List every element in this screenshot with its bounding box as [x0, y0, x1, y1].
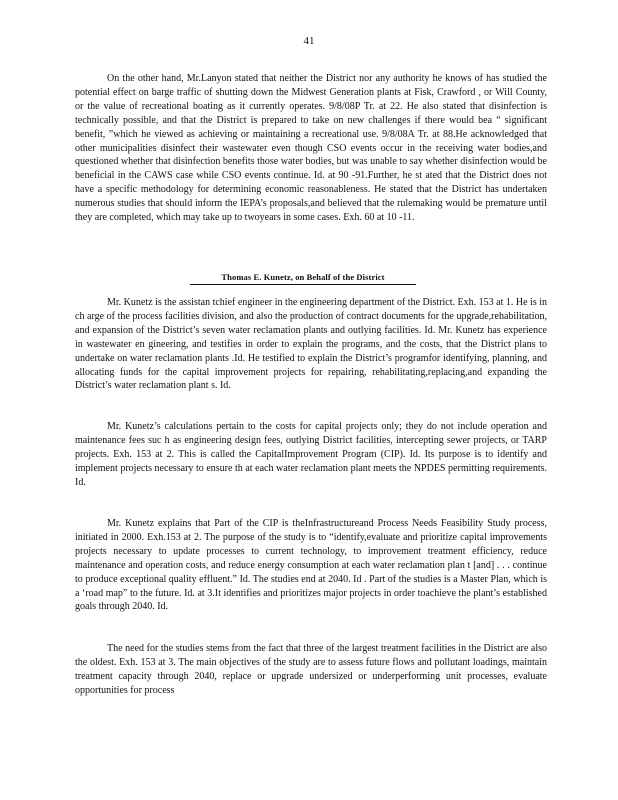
- page-number: 41: [303, 35, 315, 47]
- paragraph-kunetz-calculations: Mr. Kunetz’s calculations pertain to the costs for capital projects only; they do not include operation and maintenance fees suc h as engineering design fees, outlying District facilities, intercepting sewer projects, or TARP projects. Exh. 153 at 2. This is called the CapitalImprovement Program (CIP). Id. Its purpose is to identify and implement projects necessary to ensure th at each water reclamation plant meets the NPDES permitting requirements. Id.: [75, 421, 547, 488]
- paragraph-lanyon-testimony: On the other hand, Mr.Lanyon stated that neither the District nor any authority he knows of has studied the potential effect on barge traffic of shutting down the Midwest Generation plants at Fisk, Crawford , or Will County, or the value of recreational boating as it currently operates. 9/8/08P Tr. at 22. He also stated that disinfection is technically possible, and that the District is prepared to take on new challenges if there would bea “ significant benefit, ”which he viewed as achieving or maintaining a recreational use. 9/8/08A Tr. at 88.He acknowledged that other municipalities disinfect their wastewater even though CSO events occur in the receiving water bodies,and questioned whether that disinfection benefits those water bodies, but was unable to say whether disinfection would be beneficial in the CAWS case while CSO events continue. Id. at 90 -91.Further, he st ated that the District does not have a specific methodology for determining economic reasonableness. He stated that the District has undertaken numerous studies that should inform the IEPA’s proposals,and believed that the rulemaking would be premature until they are completed, which may take up to twoyears in some cases. Exh. 60 at 10 -11.: [75, 73, 547, 224]
- paragraph-feasibility-study: Mr. Kunetz explains that Part of the CIP is theInfrastructureand Process Needs Feasibility Study process, initiated in 2000. Exh.153 at 2. The purpose of the study is to “identify,evaluate and prioritize capital improvements projects necessary to update processes to current technology, to improvement treatment efficiency, reduce maintenance and operation costs, and reduce energy consumption at each water reclamation plan t [and] . . . continue to produce exceptional quality effluent.” Id. The studies end at 2040. Id . Part of the studies is a Master Plan, which is a ‘road map” to the future. Id. at 3.It identifies and prioritizes major projects in order toachieve the plant’s established goals through 2040. Id.: [75, 518, 547, 613]
- paragraph-kunetz-role: Mr. Kunetz is the assistan tchief engineer in the engineering department of the District. Exh. 153 at 1. He is in ch arge of the process facilities division, and also the production of contract documents for the upgrade,rehabilitation, and expansion of the District’s seven water reclamation plants and outlying facilities. Id. Mr. Kunetz has experience in wastewater en gineering, and testifies in order to explain the programs, and the costs, that the District plans to undertake on water reclamation plants .Id. He testified to explain the District’s programfor identifying, planning, and allocating funds for the capital improvement projects for repairing, rehabilitating,replacing,and expanding the District’s water reclamation plant s. Id.: [75, 297, 547, 392]
- paragraph-study-need: The need for the studies stems from the fact that three of the largest treatment facilities in the District are also the oldest. Exh. 153 at 3. The main objectives of the study are to assess future flows and pollutant loadings, maintain treatment capacity through 2040, replace or upgrade undersized or underperforming unit processes, evaluate opportunities for process: [75, 643, 547, 696]
- section-heading: Thomas E. Kunetz, on Behalf of the District: [190, 272, 416, 285]
